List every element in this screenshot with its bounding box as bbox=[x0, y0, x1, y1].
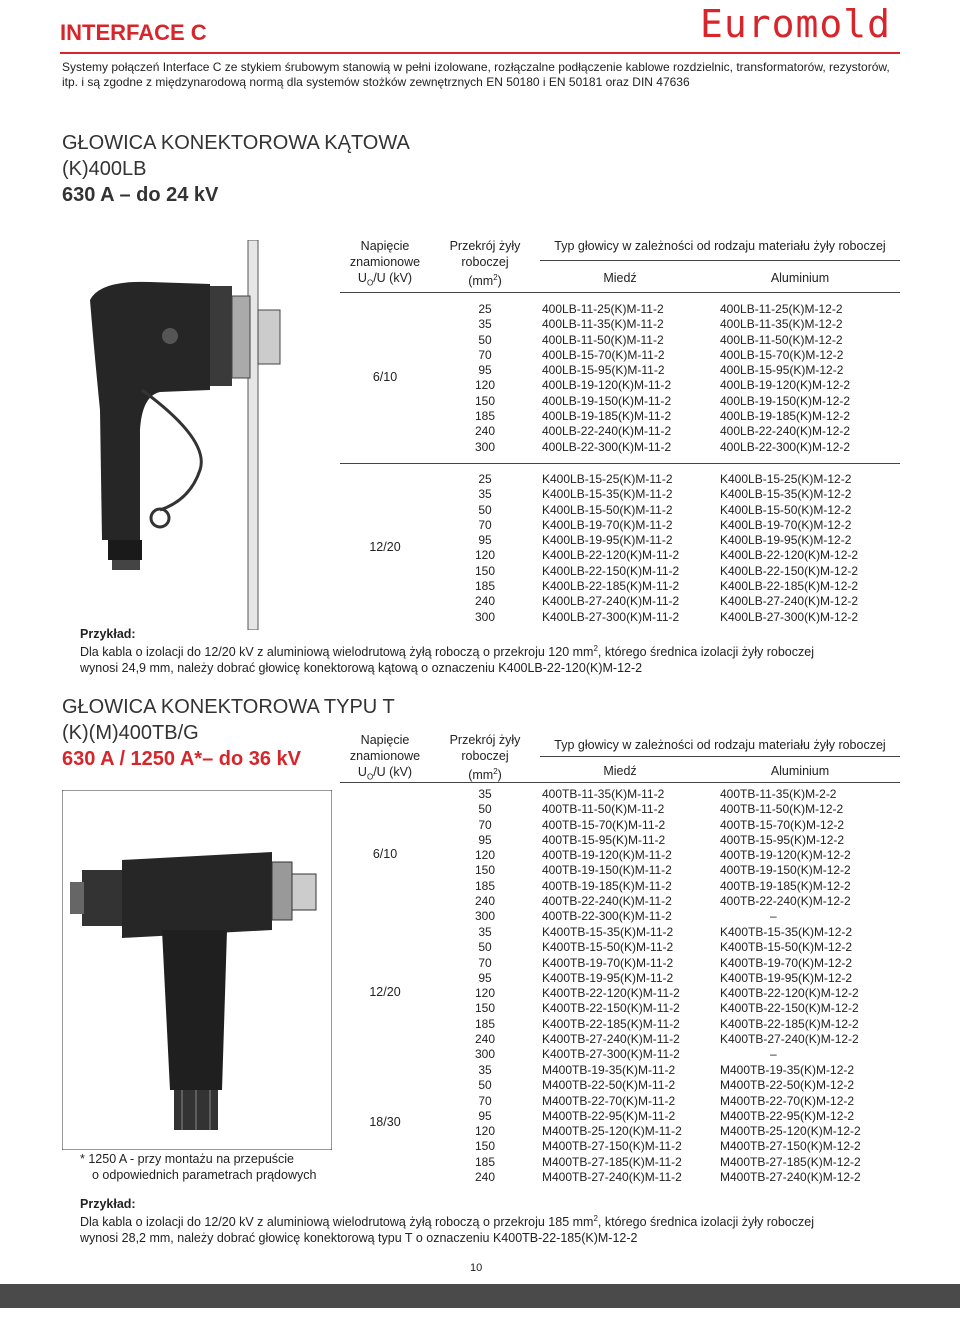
s1-aluminium-1 bbox=[720, 472, 900, 625]
copper-code-cell: K400TB-22-120(K)M-11-2 bbox=[542, 986, 680, 1001]
size-cell: 300 bbox=[474, 1047, 496, 1062]
s2-header-copper: Miedź bbox=[603, 764, 637, 778]
footer-bar bbox=[0, 1284, 960, 1308]
s2-voltage-1: 12/20 bbox=[369, 984, 401, 999]
aluminium-code-cell: – bbox=[770, 1047, 777, 1062]
header-divider bbox=[60, 52, 900, 54]
aluminium-code-cell: M400TB-27-185(K)M-12-2 bbox=[720, 1154, 861, 1169]
copper-code-cell: 400LB-15-95(K)M-11-2 bbox=[542, 363, 665, 378]
size-cell: 150 bbox=[474, 1139, 496, 1154]
s1-header-type: Typ głowicy w zależności od rodzaju materiału żyły roboczej bbox=[554, 239, 886, 253]
copper-code-cell: K400LB-19-95(K)M-11-2 bbox=[542, 533, 673, 548]
copper-code-cell: K400TB-27-240(K)M-11-2 bbox=[542, 1032, 680, 1047]
aluminium-code-cell: 400LB-15-95(K)M-12-2 bbox=[720, 363, 844, 378]
size-cell: 95 bbox=[478, 832, 492, 847]
aluminium-code-cell: 400TB-22-240(K)M-12-2 bbox=[720, 894, 851, 909]
size-cell: 150 bbox=[474, 1001, 496, 1016]
copper-code-cell: K400LB-15-35(K)M-11-2 bbox=[542, 487, 673, 502]
aluminium-code-cell: K400TB-27-240(K)M-12-2 bbox=[720, 1032, 859, 1047]
s1-sizes-1 bbox=[440, 472, 530, 625]
aluminium-code-cell: M400TB-19-35(K)M-12-2 bbox=[720, 1063, 855, 1077]
copper-code-cell: 400LB-19-120(K)M-11-2 bbox=[542, 378, 672, 393]
aluminium-code-cell: K400TB-22-120(K)M-12-2 bbox=[720, 986, 859, 1001]
aluminium-code-cell: 400TB-19-150(K)M-12-2 bbox=[720, 863, 851, 878]
aluminium-code-cell: 400LB-22-240(K)M-12-2 bbox=[720, 424, 851, 439]
s2-header-aluminium: Aluminium bbox=[770, 764, 830, 778]
aluminium-code-cell: 400LB-19-185(K)M-12-2 bbox=[720, 409, 851, 424]
size-cell: 25 bbox=[478, 302, 492, 316]
copper-code-cell: 400TB-15-95(K)M-11-2 bbox=[542, 832, 666, 847]
size-cell: 70 bbox=[478, 817, 492, 832]
size-cell: 70 bbox=[478, 517, 492, 532]
size-cell: 35 bbox=[478, 487, 492, 502]
copper-code-cell: M400TB-22-70(K)M-11-2 bbox=[542, 1093, 676, 1108]
size-cell: 185 bbox=[474, 1016, 496, 1031]
copper-code-cell: K400LB-27-240(K)M-11-2 bbox=[542, 594, 680, 609]
size-cell: 50 bbox=[478, 502, 492, 517]
s2-example-line1: Dla kabla o izolacji do 12/20 kV z aluminiową wielodrutową żyłą roboczą o przekroju 185 $mm^2$, którego średnica izolacji żyły roboczej bbox=[80, 1214, 814, 1230]
aluminium-code-cell: 400LB-22-300(K)M-12-2 bbox=[720, 439, 851, 454]
size-cell: 50 bbox=[478, 940, 492, 955]
aluminium-code-cell: K400TB-22-150(K)M-12-2 bbox=[720, 1001, 859, 1016]
s1-header-cross-section: Przekrój żyły roboczej $(mm^2)$ bbox=[449, 239, 521, 289]
size-cell: 120 bbox=[474, 1124, 496, 1139]
copper-code-cell: K400LB-22-185(K)M-11-2 bbox=[542, 579, 680, 594]
size-cell: 240 bbox=[474, 594, 496, 609]
size-cell: 95 bbox=[478, 533, 492, 548]
copper-code-cell: K400TB-19-70(K)M-11-2 bbox=[542, 955, 674, 970]
aluminium-code-cell: K400LB-27-300(K)M-12-2 bbox=[720, 609, 859, 624]
copper-code-cell: K400LB-22-120(K)M-11-2 bbox=[542, 548, 680, 563]
copper-code-cell: M400TB-19-35(K)M-11-2 bbox=[542, 1063, 676, 1077]
size-cell: 95 bbox=[478, 363, 492, 378]
s2-header-cross-section: Przekrój żyły roboczej $(mm^2)$ bbox=[449, 733, 521, 783]
s2-copper-2 bbox=[542, 1063, 717, 1185]
copper-code-cell: K400LB-15-50(K)M-11-2 bbox=[542, 502, 673, 517]
section1-title-line2: (K)400LB bbox=[62, 158, 147, 180]
s2-header-voltage: Napięcie znamionowe $U_O/U$ (kV) bbox=[349, 733, 421, 782]
size-cell: 35 bbox=[478, 1063, 492, 1077]
s2-aluminium-0 bbox=[720, 787, 900, 925]
s1-voltage-1: 12/20 bbox=[369, 539, 401, 554]
aluminium-code-cell: 400LB-19-120(K)M-12-2 bbox=[720, 378, 851, 393]
copper-code-cell: M400TB-27-150(K)M-11-2 bbox=[542, 1139, 682, 1154]
copper-code-cell: 400TB-22-240(K)M-11-2 bbox=[542, 894, 672, 909]
aluminium-code-cell: K400LB-19-70(K)M-12-2 bbox=[720, 517, 852, 532]
size-cell: 240 bbox=[474, 1170, 496, 1185]
aluminium-code-cell: 400TB-19-185(K)M-12-2 bbox=[720, 878, 851, 893]
aluminium-code-cell: K400LB-15-25(K)M-12-2 bbox=[720, 472, 852, 486]
size-cell: 300 bbox=[474, 609, 496, 624]
s1-example-line2: wynosi 24,9 mm, należy dobrać głowicę konektorową kątową o oznaczeniu K400LB-22-120(K)M-12-2 bbox=[80, 661, 643, 676]
section2-title-line3: 630 A / 1250 A*– do 36 kV bbox=[62, 748, 302, 770]
size-cell: 300 bbox=[474, 909, 496, 924]
copper-code-cell: 400TB-11-50(K)M-11-2 bbox=[542, 802, 665, 817]
size-cell: 300 bbox=[474, 439, 496, 454]
copper-code-cell: 400LB-19-185(K)M-11-2 bbox=[542, 409, 672, 424]
s1-example-label: Przykład: bbox=[80, 627, 136, 641]
page-number: 10 bbox=[470, 1262, 483, 1274]
size-cell: 120 bbox=[474, 378, 496, 393]
copper-code-cell: 400TB-19-120(K)M-11-2 bbox=[542, 848, 672, 863]
copper-code-cell: K400LB-27-300(K)M-11-2 bbox=[542, 609, 680, 624]
aluminium-code-cell: K400LB-15-50(K)M-12-2 bbox=[720, 502, 852, 517]
size-cell: 240 bbox=[474, 1032, 496, 1047]
aluminium-code-cell: 400TB-19-120(K)M-12-2 bbox=[720, 848, 851, 863]
s1-copper-0 bbox=[542, 302, 717, 455]
s1-voltage-0: 6/10 bbox=[372, 369, 398, 384]
brand-logo: Euromold bbox=[700, 2, 892, 46]
s1-header-rule bbox=[540, 260, 900, 261]
s1-aluminium-0 bbox=[720, 302, 900, 455]
copper-code-cell: 400TB-22-300(K)M-11-2 bbox=[542, 909, 672, 924]
size-cell: 150 bbox=[474, 563, 496, 578]
aluminium-code-cell: K400TB-19-70(K)M-12-2 bbox=[720, 955, 853, 970]
s1-header-copper: Miedź bbox=[603, 271, 637, 285]
size-cell: 95 bbox=[478, 970, 492, 985]
copper-code-cell: 400LB-11-25(K)M-11-2 bbox=[542, 302, 664, 316]
aluminium-code-cell: 400TB-11-35(K)M-2-2 bbox=[720, 787, 837, 801]
size-cell: 120 bbox=[474, 848, 496, 863]
aluminium-code-cell: M400TB-22-70(K)M-12-2 bbox=[720, 1093, 855, 1108]
aluminium-code-cell: K400LB-22-150(K)M-12-2 bbox=[720, 563, 859, 578]
s2-example bbox=[80, 1197, 900, 1246]
copper-code-cell: 400TB-15-70(K)M-11-2 bbox=[542, 817, 666, 832]
aluminium-code-cell: M400TB-22-50(K)M-12-2 bbox=[720, 1078, 855, 1093]
size-cell: 185 bbox=[474, 1154, 496, 1169]
size-cell: 50 bbox=[478, 332, 492, 347]
aluminium-code-cell: K400TB-22-185(K)M-12-2 bbox=[720, 1016, 859, 1031]
s2-example-label: Przykład: bbox=[80, 1197, 136, 1211]
s2-voltage-0: 6/10 bbox=[372, 846, 398, 861]
s2-sizes-0 bbox=[440, 787, 530, 925]
aluminium-code-cell: 400LB-11-50(K)M-12-2 bbox=[720, 332, 843, 347]
size-cell: 185 bbox=[474, 878, 496, 893]
copper-code-cell: 400TB-19-185(K)M-11-2 bbox=[542, 878, 672, 893]
size-cell: 25 bbox=[478, 472, 492, 486]
size-cell: 120 bbox=[474, 548, 496, 563]
copper-code-cell: K400TB-27-300(K)M-11-2 bbox=[542, 1047, 680, 1062]
section2-title-line1: GŁOWICA KONEKTOROWA TYPU T bbox=[62, 696, 395, 718]
s2-aluminium-1 bbox=[720, 925, 900, 1063]
size-cell: 120 bbox=[474, 986, 496, 1001]
copper-code-cell: 400LB-11-50(K)M-11-2 bbox=[542, 332, 664, 347]
size-cell: 50 bbox=[478, 802, 492, 817]
size-cell: 35 bbox=[478, 787, 492, 801]
aluminium-code-cell: M400TB-25-120(K)M-12-2 bbox=[720, 1124, 861, 1139]
aluminium-code-cell: 400LB-15-70(K)M-12-2 bbox=[720, 347, 844, 362]
s1-example bbox=[80, 627, 900, 676]
size-cell: 185 bbox=[474, 579, 496, 594]
aluminium-code-cell: 400TB-15-70(K)M-12-2 bbox=[720, 817, 845, 832]
size-cell: 50 bbox=[478, 1078, 492, 1093]
aluminium-code-cell: K400TB-19-95(K)M-12-2 bbox=[720, 970, 853, 985]
copper-code-cell: 400LB-22-300(K)M-11-2 bbox=[542, 439, 672, 454]
size-cell: 185 bbox=[474, 409, 496, 424]
aluminium-code-cell: 400TB-15-95(K)M-12-2 bbox=[720, 832, 845, 847]
s1-table-rule bbox=[340, 292, 900, 293]
size-cell: 150 bbox=[474, 393, 496, 408]
s2-example-line2: wynosi 28,2 mm, należy dobrać głowicę konektorową typu T o oznaczeniu K400TB-22-185(K)M-12-2 bbox=[80, 1231, 638, 1246]
aluminium-code-cell: 400LB-11-25(K)M-12-2 bbox=[720, 302, 843, 316]
s2-table-rule bbox=[340, 782, 900, 783]
aluminium-code-cell: 400LB-19-150(K)M-12-2 bbox=[720, 393, 851, 408]
copper-code-cell: K400TB-19-95(K)M-11-2 bbox=[542, 970, 674, 985]
aluminium-code-cell: K400LB-15-35(K)M-12-2 bbox=[720, 487, 852, 502]
size-cell: 35 bbox=[478, 925, 492, 939]
aluminium-code-cell: M400TB-27-240(K)M-12-2 bbox=[720, 1170, 861, 1185]
size-cell: 35 bbox=[478, 317, 492, 332]
size-cell: 70 bbox=[478, 1093, 492, 1108]
s2-header-type: Typ głowicy w zależności od rodzaju materiału żyły roboczej bbox=[554, 738, 886, 752]
copper-code-cell: M400TB-22-50(K)M-11-2 bbox=[542, 1078, 676, 1093]
intro-paragraph: Systemy połączeń Interface C ze stykiem śrubowym stanowią w pełni izolowane, rozłączalne podłączenie kablowe rozdzielnic, transformatorów, rezystorów, itp. i są zgodne z międzynarodową normą dla systemów stożków zewnętrznych EN 50180 i EN 50181 oraz DIN 47636 bbox=[62, 60, 890, 89]
aluminium-code-cell: K400TB-15-50(K)M-12-2 bbox=[720, 940, 853, 955]
copper-code-cell: M400TB-27-240(K)M-11-2 bbox=[542, 1170, 682, 1185]
aluminium-code-cell: 400TB-11-50(K)M-12-2 bbox=[720, 802, 844, 817]
copper-code-cell: M400TB-25-120(K)M-11-2 bbox=[542, 1124, 682, 1139]
aluminium-code-cell: M400TB-27-150(K)M-12-2 bbox=[720, 1139, 861, 1154]
copper-code-cell: K400TB-22-150(K)M-11-2 bbox=[542, 1001, 680, 1016]
s2-aluminium-2 bbox=[720, 1063, 900, 1185]
aluminium-code-cell: 400LB-11-35(K)M-12-2 bbox=[720, 317, 843, 332]
aluminium-code-cell: K400LB-27-240(K)M-12-2 bbox=[720, 594, 859, 609]
s2-sizes-2 bbox=[440, 1063, 530, 1185]
s2-header-rule bbox=[540, 756, 900, 757]
s1-example-line1: Dla kabla o izolacji do 12/20 kV z aluminiową wielodrutową żyłą roboczą o przekroju 120 $mm^2$, którego średnica izolacji żyły roboczej bbox=[80, 644, 814, 660]
s2-copper-1 bbox=[542, 925, 717, 1063]
s1-sizes-0 bbox=[440, 302, 530, 455]
s2-voltage-2: 18/30 bbox=[369, 1115, 401, 1130]
s2-sizes-1 bbox=[440, 925, 530, 1063]
aluminium-code-cell: K400LB-22-120(K)M-12-2 bbox=[720, 548, 859, 563]
copper-code-cell: K400LB-22-150(K)M-11-2 bbox=[542, 563, 680, 578]
copper-code-cell: 400TB-11-35(K)M-11-2 bbox=[542, 787, 665, 801]
copper-code-cell: 400LB-19-150(K)M-11-2 bbox=[542, 393, 672, 408]
section1-title bbox=[62, 130, 410, 208]
aluminium-code-cell: K400LB-22-185(K)M-12-2 bbox=[720, 579, 859, 594]
size-cell: 240 bbox=[474, 894, 496, 909]
copper-code-cell: K400TB-15-50(K)M-11-2 bbox=[542, 940, 674, 955]
copper-code-cell: M400TB-22-95(K)M-11-2 bbox=[542, 1108, 676, 1123]
s1-copper-1 bbox=[542, 472, 717, 625]
copper-code-cell: 400LB-11-35(K)M-11-2 bbox=[542, 317, 664, 332]
size-cell: 240 bbox=[474, 424, 496, 439]
copper-code-cell: K400TB-15-35(K)M-11-2 bbox=[542, 925, 674, 939]
footnote: * 1250 A - przy montażu na przepuście o odpowiednich parametrach prądowych bbox=[80, 1152, 317, 1182]
s1-header-aluminium: Aluminium bbox=[770, 271, 830, 285]
t-connector-illustration bbox=[62, 790, 332, 1150]
size-cell: 70 bbox=[478, 955, 492, 970]
copper-code-cell: 400LB-15-70(K)M-11-2 bbox=[542, 347, 665, 362]
aluminium-code-cell: K400LB-19-95(K)M-12-2 bbox=[720, 533, 852, 548]
copper-code-cell: K400LB-15-25(K)M-11-2 bbox=[542, 472, 673, 486]
copper-code-cell: K400TB-22-185(K)M-11-2 bbox=[542, 1016, 680, 1031]
size-cell: 70 bbox=[478, 347, 492, 362]
s1-group-divider bbox=[340, 463, 900, 464]
aluminium-code-cell: K400TB-15-35(K)M-12-2 bbox=[720, 925, 853, 939]
size-cell: 95 bbox=[478, 1108, 492, 1123]
section1-title-line3: 630 A – do 24 kV bbox=[62, 184, 219, 206]
section2-title-line2: (K)(M)400TB/G bbox=[62, 722, 199, 744]
copper-code-cell: 400TB-19-150(K)M-11-2 bbox=[542, 863, 672, 878]
size-cell: 150 bbox=[474, 863, 496, 878]
angled-connector-illustration bbox=[60, 240, 360, 630]
s2-copper-0 bbox=[542, 787, 717, 925]
s1-header-voltage: Napięcie znamionowe $U_O/U$ (kV) bbox=[349, 239, 421, 288]
copper-code-cell: 400LB-22-240(K)M-11-2 bbox=[542, 424, 672, 439]
aluminium-code-cell: M400TB-22-95(K)M-12-2 bbox=[720, 1108, 855, 1123]
aluminium-code-cell: – bbox=[770, 909, 777, 924]
copper-code-cell: M400TB-27-185(K)M-11-2 bbox=[542, 1154, 682, 1169]
copper-code-cell: K400LB-19-70(K)M-11-2 bbox=[542, 517, 673, 532]
page-header-title: INTERFACE C bbox=[60, 20, 207, 45]
section1-title-line1: GŁOWICA KONEKTOROWA KĄTOWA bbox=[62, 132, 410, 154]
